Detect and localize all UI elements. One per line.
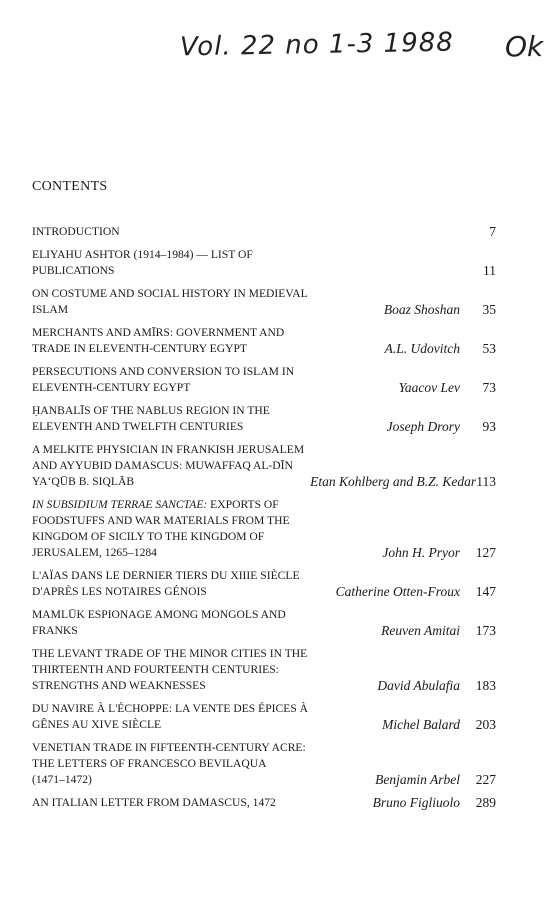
entry-page-number: 183: [475, 678, 496, 693]
toc-entry: [32, 497, 496, 561]
entry-title-line: YA‘QŪB B. SIQLĀB: [32, 475, 135, 488]
entry-page-number: 93: [482, 419, 496, 434]
entry-title-line: FOODSTUFFS AND WAR MATERIALS FROM THE: [32, 514, 290, 527]
entry-title-line: THE LEVANT TRADE OF THE MINOR CITIES IN THE: [32, 647, 308, 660]
entry-page-number: 289: [475, 795, 496, 810]
entry-title: [32, 497, 376, 561]
entry-author: A.L. Udovitch: [384, 341, 460, 356]
entry-page-number: 11: [483, 263, 496, 278]
entry-title-line: MAMLŪK ESPIONAGE AMONG MONGOLS AND: [32, 608, 286, 621]
entry-page-number: 173: [475, 623, 496, 638]
entry-title-line: ISLAM: [32, 303, 69, 316]
entry-title-line: ELEVENTH AND TWELFTH CENTURIES: [32, 420, 244, 433]
toc-entry: [32, 646, 496, 694]
entry-title: [32, 740, 369, 788]
entry-title: [32, 442, 304, 490]
entry-title-line: MERCHANTS AND AMĪRS: GOVERNMENT AND: [32, 326, 285, 339]
toc-entry: [32, 701, 496, 733]
entry-title: [32, 795, 367, 811]
entry-title-line: INTRODUCTION: [32, 225, 120, 238]
toc-entry: [32, 286, 496, 318]
entry-title-line: ELIYAHU ASHTOR (1914–1984) — LIST OF: [32, 248, 253, 261]
entry-title-line: IN SUBSIDIUM TERRAE SANCTAE: EXPORTS OF: [32, 498, 279, 511]
entry-page-number: 147: [475, 584, 496, 599]
entry-title: [32, 701, 376, 733]
entry-author: John H. Pryor: [382, 545, 460, 560]
entry-author: Catherine Otten-Froux: [335, 584, 460, 599]
table-of-contents: [32, 224, 496, 818]
entry-title: [32, 646, 371, 694]
toc-entry: [32, 247, 496, 279]
entry-title: [32, 247, 454, 279]
entry-title-line: JERUSALEM, 1265–1284: [32, 546, 157, 559]
entry-page-number: 73: [482, 380, 496, 395]
entry-title: [32, 607, 375, 639]
entry-author: Benjamin Arbel: [375, 772, 460, 787]
entry-title-line: (1471–1472): [32, 773, 92, 786]
entry-page-number: 127: [475, 545, 496, 560]
handwritten-volume-note: Vol. 22 no 1-3 1988: [179, 27, 455, 63]
entry-title-line: ELEVENTH-CENTURY EGYPT: [32, 381, 191, 394]
toc-entry: [32, 568, 496, 600]
handwritten-ok-mark: Ok: [505, 30, 544, 63]
entry-title-line: FRANKS: [32, 624, 78, 637]
toc-entry: [32, 403, 496, 435]
entry-author: Etan Kohlberg and B.Z. Kedar: [310, 474, 477, 489]
contents-heading: CONTENTS: [32, 179, 108, 194]
entry-title-line: THE LETTERS OF FRANCESCO BEVILAQUA: [32, 757, 267, 770]
entry-title: [32, 364, 393, 396]
entry-title: [32, 568, 330, 600]
entry-author: Michel Balard: [382, 717, 460, 732]
entry-title-line: KINGDOM OF SICILY TO THE KINGDOM OF: [32, 530, 265, 543]
entry-author: Reuven Amitai: [381, 623, 460, 638]
entry-title: [32, 325, 379, 357]
entry-author: Bruno Figliuolo: [372, 795, 460, 810]
entry-title-line: AN ITALIAN LETTER FROM DAMASCUS, 1472: [32, 796, 276, 809]
toc-entry: [32, 795, 496, 811]
entry-page-number: 53: [482, 341, 496, 356]
toc-entry: [32, 224, 496, 240]
toc-entry: [32, 364, 496, 396]
entry-title-line: VENETIAN TRADE IN FIFTEENTH-CENTURY ACRE:: [32, 741, 306, 754]
entry-title-line: ON COSTUME AND SOCIAL HISTORY IN MEDIEVAL: [32, 287, 308, 300]
toc-entry: [32, 740, 496, 788]
entry-author: Joseph Drory: [386, 419, 460, 434]
entry-title-line: TRADE IN ELEVENTH-CENTURY EGYPT: [32, 342, 247, 355]
entry-author: Yaacov Lev: [398, 380, 460, 395]
entry-title-line: DU NAVIRE À L'ÉCHOPPE: LA VENTE DES ÉPICES À: [32, 702, 309, 715]
entry-title: [32, 286, 378, 318]
entry-title: [32, 224, 454, 240]
entry-title-line: D'APRÈS LES NOTAIRES GÉNOIS: [32, 585, 207, 598]
entry-author: Boaz Shoshan: [383, 302, 460, 317]
toc-entry: [32, 607, 496, 639]
entry-title-line: A MELKITE PHYSICIAN IN FRANKISH JERUSALEM: [32, 443, 305, 456]
entry-title: [32, 403, 381, 435]
toc-entry: [32, 442, 496, 490]
entry-page-number: 227: [475, 772, 496, 787]
entry-title-line: AND AYYUBID DAMASCUS: MUWAFFAQ AL-DĪN: [32, 459, 293, 472]
entry-page-number: 7: [489, 224, 496, 239]
entry-title-line: PERSECUTIONS AND CONVERSION TO ISLAM IN: [32, 365, 295, 378]
entry-title-line: ḤANBALĪS OF THE NABLUS REGION IN THE: [32, 404, 270, 417]
entry-title-line: L'AÏAS DANS LE DERNIER TIERS DU XIIIE SIÈCLE: [32, 569, 300, 582]
entry-page-number: 35: [482, 302, 496, 317]
entry-title-line: THIRTEENTH AND FOURTEENTH CENTURIES:: [32, 663, 279, 676]
entry-page-number: 113: [476, 474, 496, 489]
entry-page-number: 203: [475, 717, 496, 732]
entry-title-line: GÊNES AU XIVE SIÈCLE: [32, 718, 162, 731]
entry-title-line: STRENGTHS AND WEAKNESSES: [32, 679, 206, 692]
toc-entry: [32, 325, 496, 357]
entry-title-line: PUBLICATIONS: [32, 264, 115, 277]
entry-author: David Abulafia: [377, 678, 460, 693]
